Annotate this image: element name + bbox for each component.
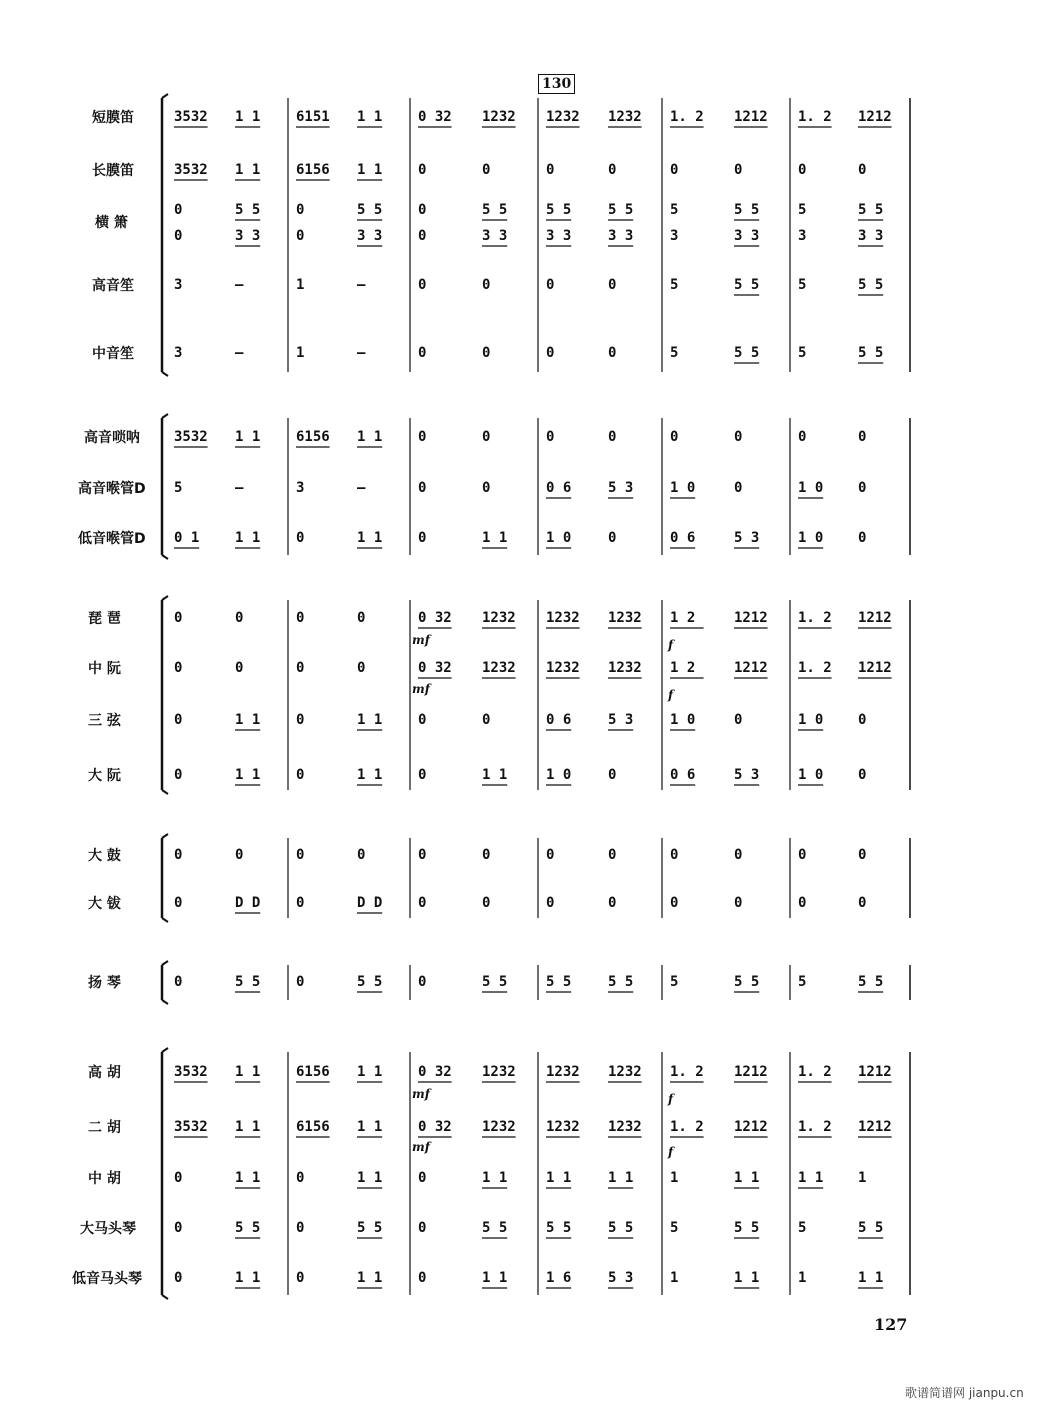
watermark: 歌谱简谱网 jianpu.cn [905, 1386, 1024, 1400]
note-group: 0 [482, 480, 491, 496]
note-group: 5 [670, 1220, 679, 1236]
note-group: 5 3 [608, 480, 634, 496]
note-group: 1 1 [357, 109, 383, 125]
note-group: 0 [418, 1220, 427, 1236]
note-group: 1 [670, 1270, 679, 1286]
note-group: 0 [734, 480, 743, 496]
note-group: 1 [858, 1170, 867, 1186]
note-group: 0 [357, 847, 366, 863]
note-group: 0 [734, 895, 743, 911]
note-group: 0 [482, 847, 491, 863]
dynamic-f: f [668, 688, 674, 702]
dynamic-f: f [668, 638, 674, 652]
note-group: 5 5 [734, 1220, 760, 1236]
instrument-label: 横 箫 [95, 215, 128, 231]
note-group: 1 0 [798, 767, 824, 783]
group-bracket [162, 1048, 168, 1052]
note-group: 1. 2 [670, 109, 704, 125]
note-group: 3532 [174, 1119, 208, 1135]
note-group: 0 [546, 847, 555, 863]
note-group: 0 [798, 162, 807, 178]
note-group: 0 6 [670, 767, 696, 783]
note-group: 1. 2 [798, 660, 832, 676]
note-group: 0 [798, 895, 807, 911]
note-group: 0 [296, 1220, 305, 1236]
note-group: 0 [546, 162, 555, 178]
note-group: 5 5 [608, 1220, 634, 1236]
note-group: 5 5 [546, 974, 572, 990]
note-group: 0 [858, 429, 867, 445]
note-group: 5 5 [608, 974, 634, 990]
note-group: 5 5 [858, 1220, 884, 1236]
note-group: 3 [174, 277, 183, 293]
note-group: 5 [670, 345, 679, 361]
note-group: 0 [174, 1170, 183, 1186]
note-group: 0 [418, 712, 427, 728]
note-group: 5 5 [858, 277, 884, 293]
note-group: 0 [296, 228, 305, 244]
note-group: 6156 [296, 162, 330, 178]
instrument-label: 高音喉管D [78, 481, 146, 497]
note-group: 1 [296, 345, 305, 361]
note-group: 0 [174, 847, 183, 863]
instrument-label: 大 鼓 [88, 848, 121, 864]
note-group: 3 3 [482, 228, 508, 244]
note-group: 0 6 [546, 712, 572, 728]
note-group: 0 [296, 974, 305, 990]
note-group: 1 1 [235, 1170, 261, 1186]
note-group: 1 0 [798, 712, 824, 728]
instrument-label: 大 阮 [88, 768, 121, 784]
dynamic-mf: mf [412, 633, 430, 647]
note-group: 0 [670, 429, 679, 445]
instrument-label: 低音马头琴 [72, 1271, 142, 1287]
note-group: 0 6 [670, 530, 696, 546]
note-group: 0 [296, 610, 305, 626]
note-group: 1232 [608, 610, 642, 626]
note-group: 6156 [296, 429, 330, 445]
note-group: 5 [798, 1220, 807, 1236]
note-group: 0 [798, 429, 807, 445]
note-group: 1 1 [357, 530, 383, 546]
note-group: 5 5 [235, 202, 261, 218]
note-group: 5 5 [546, 1220, 572, 1236]
note-group: 1 1 [357, 712, 383, 728]
note-group: 0 [734, 162, 743, 178]
note-group: 0 [296, 847, 305, 863]
note-group: 1232 [546, 610, 580, 626]
note-group: 1232 [482, 109, 516, 125]
note-group: 1212 [734, 109, 768, 125]
note-group: 1 1 [235, 767, 261, 783]
note-group: 3 [798, 228, 807, 244]
note-group: 1 2 [670, 660, 696, 676]
note-group: 0 32 [418, 660, 452, 676]
note-group: 0 [174, 712, 183, 728]
note-group: 1232 [608, 1064, 642, 1080]
note-group: – [235, 277, 244, 293]
note-group: 1232 [546, 109, 580, 125]
note-group: 0 [734, 712, 743, 728]
note-group: 1 2 [670, 610, 696, 626]
note-group: 0 [608, 847, 617, 863]
note-group: 0 [174, 1220, 183, 1236]
note-group: 0 [608, 429, 617, 445]
note-group: 0 [174, 895, 183, 911]
note-group: 5 5 [734, 974, 760, 990]
note-group: 0 6 [546, 480, 572, 496]
instrument-label: 中 阮 [88, 661, 121, 677]
note-group: 1 1 [357, 162, 383, 178]
note-group: 5 5 [482, 974, 508, 990]
note-group: 0 1 [174, 530, 200, 546]
note-group: 5 5 [235, 974, 261, 990]
note-group: 1232 [546, 660, 580, 676]
note-group: 5 5 [357, 1220, 383, 1236]
note-group: 5 5 [608, 202, 634, 218]
note-group: 1. 2 [798, 109, 832, 125]
note-group: 5 [798, 277, 807, 293]
note-group: 0 [235, 610, 244, 626]
note-group: 1 1 [482, 1170, 508, 1186]
instrument-label: 长膜笛 [92, 163, 134, 179]
instrument-label: 短膜笛 [92, 110, 134, 126]
note-group: 0 [174, 974, 183, 990]
note-group: 1232 [482, 660, 516, 676]
note-group: 1 1 [482, 1270, 508, 1286]
dynamic-f: f [668, 1145, 674, 1159]
measure-number: 130 [538, 74, 575, 94]
note-group: 0 [858, 162, 867, 178]
note-group: 5 3 [608, 1270, 634, 1286]
note-group: 5 3 [734, 767, 760, 783]
note-group: 1 1 [357, 1270, 383, 1286]
note-group: 0 [174, 202, 183, 218]
group-bracket [162, 790, 168, 794]
note-group: 1. 2 [670, 1119, 704, 1135]
note-group: 3532 [174, 1064, 208, 1080]
note-group: 3 [670, 228, 679, 244]
note-group: 1 1 [482, 767, 508, 783]
note-group: 0 [482, 712, 491, 728]
note-group: 1 1 [357, 429, 383, 445]
note-group: 1 1 [357, 767, 383, 783]
instrument-label: 中 胡 [88, 1171, 121, 1187]
note-group: 0 [418, 767, 427, 783]
note-group: 0 [482, 895, 491, 911]
note-group: 5 5 [546, 202, 572, 218]
note-group: 0 [418, 1270, 427, 1286]
note-group: 6156 [296, 1064, 330, 1080]
note-group: 1212 [734, 1119, 768, 1135]
note-group: 1 1 [734, 1270, 760, 1286]
note-group: – [357, 480, 366, 496]
note-group: 1. 2 [670, 1064, 704, 1080]
note-group: 0 32 [418, 610, 452, 626]
group-bracket [162, 1295, 168, 1299]
note-group: 0 [418, 480, 427, 496]
note-group: 0 [357, 610, 366, 626]
note-group: 1 1 [235, 1064, 261, 1080]
note-group: 1212 [858, 1064, 892, 1080]
note-group: 0 [235, 660, 244, 676]
note-group: 1 1 [235, 1270, 261, 1286]
note-group: 1212 [858, 109, 892, 125]
note-group: 3532 [174, 162, 208, 178]
instrument-label: 大马头琴 [80, 1221, 136, 1237]
note-group: 1 1 [482, 530, 508, 546]
note-group: 0 [418, 429, 427, 445]
note-group: 1232 [482, 610, 516, 626]
note-group: 5 [798, 345, 807, 361]
group-bracket [162, 918, 168, 922]
note-group: 1232 [482, 1064, 516, 1080]
note-group: 5 5 [482, 1220, 508, 1236]
note-group: 1212 [734, 610, 768, 626]
note-group: 0 [418, 228, 427, 244]
note-group: 0 [418, 202, 427, 218]
note-group: 5 3 [608, 712, 634, 728]
group-bracket [162, 834, 168, 838]
note-group: 1232 [608, 109, 642, 125]
note-group: 0 [174, 610, 183, 626]
group-bracket [162, 372, 168, 376]
instrument-label: 大 钹 [88, 896, 121, 912]
note-group: 5 5 [734, 202, 760, 218]
instrument-label: 高音唢呐 [84, 430, 140, 446]
note-group: 0 [858, 480, 867, 496]
note-group: D D [235, 895, 261, 911]
instrument-label: 低音喉管D [78, 531, 146, 547]
note-group: 1 1 [235, 109, 261, 125]
note-group: – [357, 345, 366, 361]
note-group: 1232 [608, 1119, 642, 1135]
instrument-label: 二 胡 [88, 1120, 121, 1136]
group-bracket [162, 555, 168, 559]
note-group: 5 5 [357, 202, 383, 218]
note-group: 1232 [608, 660, 642, 676]
note-group: 1 1 [357, 1064, 383, 1080]
dynamic-mf: mf [412, 682, 430, 696]
note-group: 1. 2 [798, 610, 832, 626]
note-group: 0 [608, 530, 617, 546]
group-bracket [162, 596, 168, 600]
note-group: 1 1 [357, 1119, 383, 1135]
note-group: 0 [734, 429, 743, 445]
note-group: 1 0 [798, 530, 824, 546]
instrument-label: 三 弦 [88, 713, 121, 729]
note-group: 1 6 [546, 1270, 572, 1286]
note-group: 0 [482, 162, 491, 178]
note-group: 0 [858, 712, 867, 728]
note-group: 3532 [174, 109, 208, 125]
note-group: 0 [174, 228, 183, 244]
note-group: 1 1 [858, 1270, 884, 1286]
note-group: 3 3 [357, 228, 383, 244]
note-group: 0 [235, 847, 244, 863]
note-group: 0 [418, 277, 427, 293]
page-number: 127 [874, 1315, 908, 1334]
note-group: 0 [418, 895, 427, 911]
note-group: 1 [798, 1270, 807, 1286]
note-group: 1212 [734, 1064, 768, 1080]
note-group: 0 [858, 895, 867, 911]
note-group: 3 [296, 480, 305, 496]
note-group: 1 0 [670, 712, 696, 728]
note-group: 3 3 [235, 228, 261, 244]
note-group: 0 [296, 767, 305, 783]
note-group: 0 [798, 847, 807, 863]
note-group: 5 5 [858, 974, 884, 990]
note-group: 0 32 [418, 1119, 452, 1135]
note-group: 6156 [296, 1119, 330, 1135]
note-group: 5 5 [235, 1220, 261, 1236]
note-group: 0 [418, 974, 427, 990]
note-group: 0 [608, 345, 617, 361]
note-group: 1212 [734, 660, 768, 676]
instrument-label: 琵 琶 [88, 611, 121, 627]
note-group: 5 [174, 480, 183, 496]
note-group: 5 5 [734, 345, 760, 361]
note-group: 1. 2 [798, 1119, 832, 1135]
note-group: 1 0 [546, 767, 572, 783]
note-group: 0 [296, 895, 305, 911]
note-group: 0 [858, 847, 867, 863]
note-group: 0 [670, 895, 679, 911]
note-group: 0 [546, 429, 555, 445]
instrument-label: 高 胡 [88, 1065, 121, 1081]
note-group: 1 1 [235, 1119, 261, 1135]
note-group: 0 [482, 429, 491, 445]
note-group: 1232 [482, 1119, 516, 1135]
note-group: 1212 [858, 610, 892, 626]
note-group: 1 1 [235, 712, 261, 728]
note-group: – [357, 277, 366, 293]
note-group: 0 [608, 895, 617, 911]
note-group: 0 [174, 660, 183, 676]
note-group: 0 [608, 277, 617, 293]
note-group: 5 5 [858, 345, 884, 361]
note-group: 0 [418, 345, 427, 361]
note-group: 0 [546, 277, 555, 293]
note-group: D D [357, 895, 383, 911]
note-group: 1 0 [798, 480, 824, 496]
note-group: 1 1 [235, 530, 261, 546]
instrument-label: 中音笙 [92, 346, 134, 362]
note-group: 0 [418, 1170, 427, 1186]
note-group: 5 5 [734, 277, 760, 293]
note-group: 1. 2 [798, 1064, 832, 1080]
dynamic-mf: mf [412, 1087, 430, 1101]
note-group: 0 [858, 767, 867, 783]
group-bracket [162, 1000, 168, 1004]
note-group: 3 3 [608, 228, 634, 244]
note-group: 5 5 [357, 974, 383, 990]
note-group: 1 1 [235, 429, 261, 445]
note-group: 1 1 [798, 1170, 824, 1186]
note-group: 0 [296, 530, 305, 546]
note-group: 0 [296, 202, 305, 218]
note-group: – [235, 480, 244, 496]
note-group: 0 [296, 1170, 305, 1186]
note-group: 0 [482, 277, 491, 293]
note-group: 0 [858, 530, 867, 546]
instrument-label: 扬 琴 [88, 975, 121, 991]
note-group: 0 [670, 162, 679, 178]
note-group: 5 [670, 202, 679, 218]
note-group: 1 0 [546, 530, 572, 546]
note-group: 1 1 [546, 1170, 572, 1186]
note-group: 0 [418, 530, 427, 546]
note-group: 3 3 [546, 228, 572, 244]
note-group: 1 1 [734, 1170, 760, 1186]
note-group: 0 [482, 345, 491, 361]
group-bracket [162, 94, 168, 98]
note-group: 0 32 [418, 109, 452, 125]
note-group: 5 [670, 277, 679, 293]
note-group: 3 3 [734, 228, 760, 244]
note-group: 0 [546, 345, 555, 361]
note-group: 1232 [546, 1064, 580, 1080]
group-bracket [162, 961, 168, 965]
note-group: 0 [608, 767, 617, 783]
note-group: 0 [174, 767, 183, 783]
note-group: 5 [798, 202, 807, 218]
note-group: 0 [296, 712, 305, 728]
note-group: 5 5 [482, 202, 508, 218]
dynamic-f: f [668, 1092, 674, 1106]
group-bracket [162, 414, 168, 418]
note-group: 5 [670, 974, 679, 990]
note-group: 1 [296, 277, 305, 293]
note-group: 0 [296, 660, 305, 676]
note-group: 5 5 [858, 202, 884, 218]
note-group: 1 [670, 1170, 679, 1186]
note-group: 0 32 [418, 1064, 452, 1080]
note-group: 1 0 [670, 480, 696, 496]
note-group: 0 [546, 895, 555, 911]
note-group: 0 [174, 1270, 183, 1286]
note-group: 1 1 [357, 1170, 383, 1186]
note-group: 0 [418, 162, 427, 178]
dynamic-mf: mf [412, 1140, 430, 1154]
note-group: 6151 [296, 109, 330, 125]
note-group: 1 1 [235, 162, 261, 178]
note-group: 0 [670, 847, 679, 863]
instrument-label: 高音笙 [92, 278, 134, 294]
note-group: 0 [296, 1270, 305, 1286]
note-group: 5 3 [734, 530, 760, 546]
note-group: 3 3 [858, 228, 884, 244]
note-group: 1 1 [608, 1170, 634, 1186]
note-group: 5 [798, 974, 807, 990]
note-group: 0 [608, 162, 617, 178]
note-group: 0 [734, 847, 743, 863]
note-group: – [235, 345, 244, 361]
note-group: 1212 [858, 1119, 892, 1135]
note-group: 3532 [174, 429, 208, 445]
note-group: 0 [418, 847, 427, 863]
note-group: 1232 [546, 1119, 580, 1135]
note-group: 0 [357, 660, 366, 676]
note-group: 3 [174, 345, 183, 361]
note-group: 1212 [858, 660, 892, 676]
